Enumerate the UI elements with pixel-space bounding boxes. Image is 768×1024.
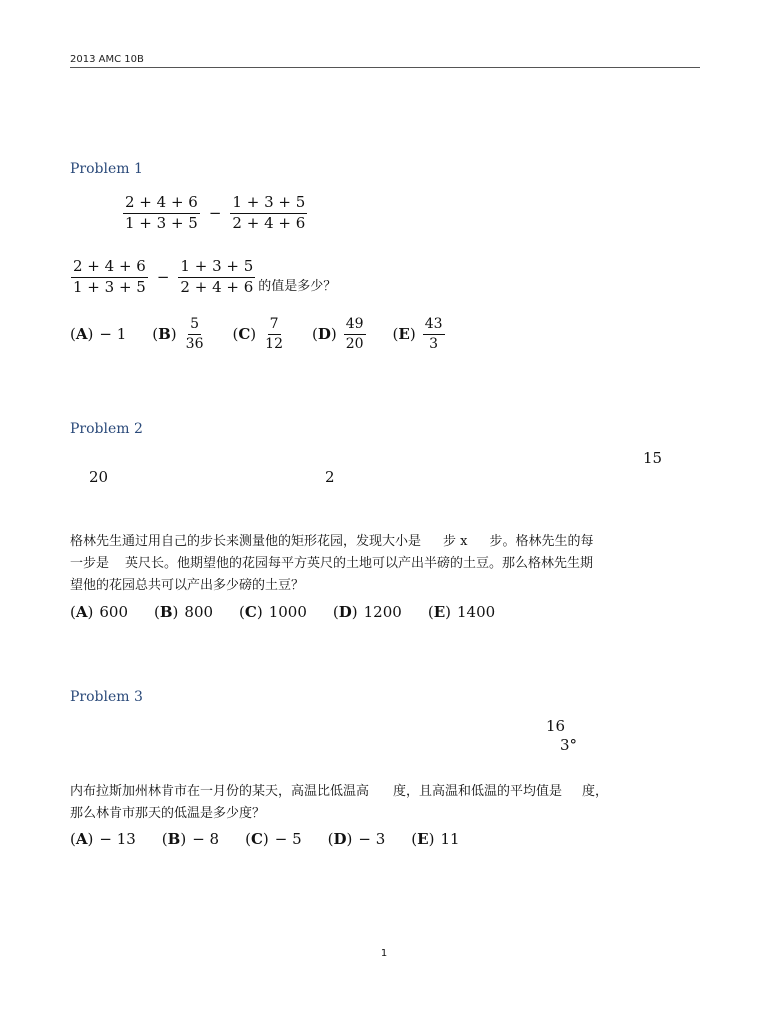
stray-number-16: 16	[546, 717, 566, 735]
fraction-b: $\frac{1 + 3 + 5}{2 + 4 + 6}$	[232, 193, 306, 232]
fraction-b: $\frac{1 + 3 + 5}{2 + 4 + 6}$	[180, 257, 254, 296]
minus-sign: −	[208, 204, 222, 223]
problem-2-line-1: 格林先生通过用自己的步长来测量他的矩形花园，发现大小是 步 x 步。格林先生的每	[70, 534, 594, 549]
fraction-a: $\frac{2 + 4 + 6}{1 + 3 + 5}$	[73, 257, 146, 296]
problem-2-title: Problem 2	[70, 421, 143, 437]
choice-e: (E) $\frac{43}{3}$	[392, 316, 443, 352]
problem-1-display-expression	[122, 195, 308, 232]
problem-1-question	[70, 259, 336, 296]
choice-c: (C) − 5	[245, 830, 302, 848]
stray-number-15: 15	[643, 449, 663, 467]
stray-number-2: 2	[325, 468, 335, 486]
choice-c: (C) $\frac{7}{12}$	[232, 316, 283, 352]
choice-d: (D) − 3	[327, 830, 386, 848]
choice-a: (A) 600	[70, 603, 128, 621]
problem-3-text	[70, 781, 700, 825]
choice-e: (E) 11	[411, 830, 460, 848]
choice-c: (C) 1000	[239, 603, 307, 621]
page-number: 1	[380, 948, 388, 959]
choice-d: (D) $\frac{49}{20}$	[311, 316, 364, 352]
problem-2-text	[70, 531, 700, 597]
problem-3-line-1: 内布拉斯加州林肯市在一月份的某天，高温比低温高 度，且高温和低温的平均值是 度，	[70, 784, 609, 799]
choice-a: (A) − 1	[70, 325, 127, 344]
problem-2-line-3: 望他的花园总共可以产出多少磅的土豆？	[70, 578, 305, 593]
document-header: 2013 AMC 10B	[70, 54, 144, 65]
minus-sign: −	[156, 268, 170, 287]
problem-1-title: Problem 1	[70, 161, 143, 177]
stray-number-20: 20	[89, 468, 109, 486]
problem-2-choices	[70, 603, 521, 621]
choice-b: (B) $\frac{5}{36}$	[152, 316, 204, 352]
problem-3-choices	[70, 830, 486, 848]
choice-e: (E) 1400	[427, 603, 496, 621]
problem-2-line-2: 一步是 英尺长。他期望他的花园每平方英尺的土地可以产出半磅的土豆。那么格林先生期	[70, 556, 594, 571]
choice-b: (B) 800	[154, 603, 214, 621]
problem-3-line-2: 那么林肯市那天的低温是多少度？	[70, 806, 266, 821]
problem-3-title: Problem 3	[70, 689, 143, 705]
choice-b: (B) − 8	[161, 830, 220, 848]
header-divider	[70, 67, 700, 68]
choice-d: (D) 1200	[332, 603, 402, 621]
stray-number-3: 3°	[560, 736, 578, 754]
problem-1-choices	[70, 317, 472, 351]
choice-a: (A) − 13	[70, 830, 136, 848]
fraction-a: $\frac{2 + 4 + 6}{1 + 3 + 5}$	[125, 193, 198, 232]
question-suffix: 的值是多少？	[258, 278, 337, 294]
